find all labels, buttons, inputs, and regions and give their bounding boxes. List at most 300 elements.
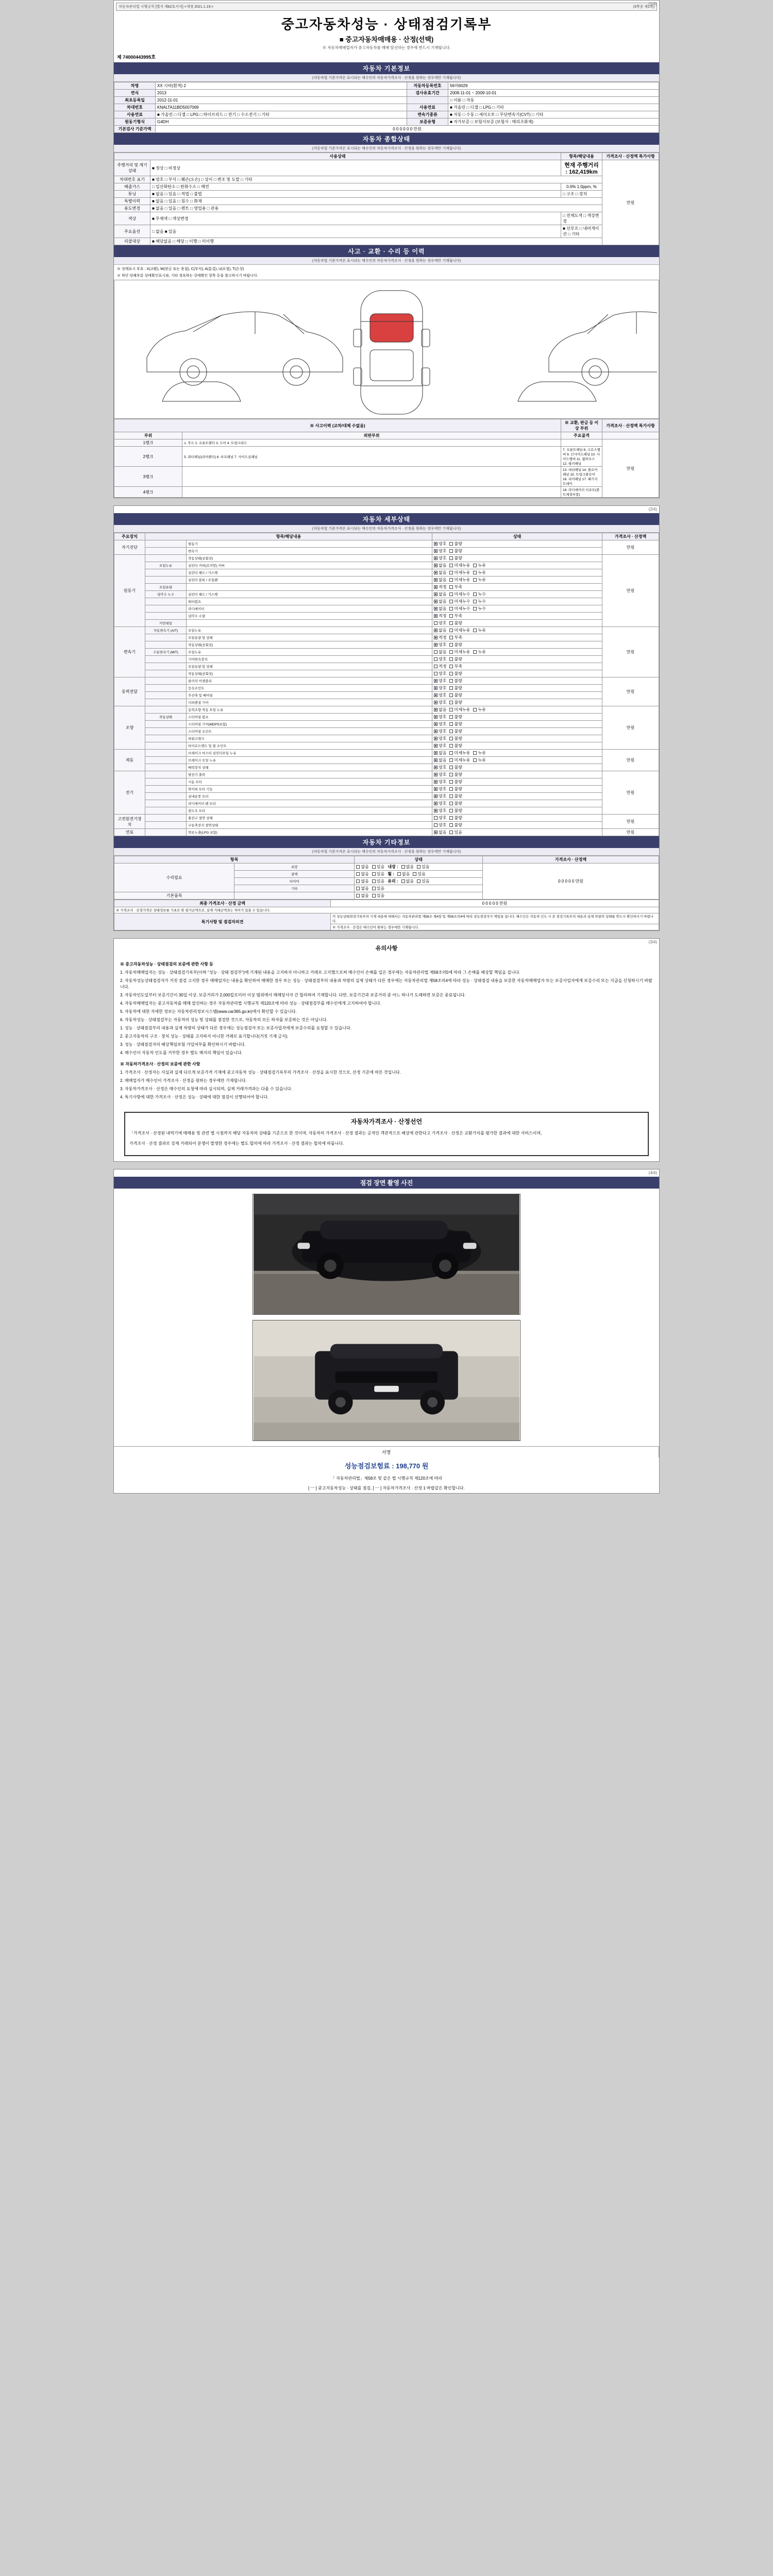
checkbox-icon[interactable] (372, 865, 376, 869)
checkbox-option[interactable] (449, 642, 462, 648)
checkbox-option[interactable] (434, 635, 446, 640)
checkbox-option[interactable] (434, 671, 446, 676)
checkbox-icon[interactable] (434, 665, 438, 668)
checkbox-option[interactable] (434, 786, 446, 792)
checkbox-checked-icon[interactable] (434, 556, 438, 560)
checkbox-option[interactable] (356, 871, 368, 877)
others-label-2: 타이어 (234, 878, 355, 885)
checkbox-option[interactable] (434, 613, 446, 619)
checkbox-option[interactable] (449, 620, 462, 626)
checkbox-option[interactable] (449, 584, 462, 590)
checkbox-icon[interactable] (413, 872, 416, 876)
checkbox-option[interactable] (449, 721, 462, 727)
checkbox-option[interactable] (449, 822, 462, 828)
checkbox-label: 누유 (478, 578, 486, 582)
checkbox-icon[interactable] (449, 773, 453, 776)
checkbox-icon[interactable] (449, 542, 453, 546)
checkbox-icon[interactable] (356, 879, 360, 883)
checkbox-icon[interactable] (449, 629, 453, 632)
checkbox-icon[interactable] (449, 592, 453, 596)
checkbox-option[interactable] (473, 577, 485, 583)
checkbox-option[interactable] (434, 555, 446, 561)
checkbox-icon[interactable] (449, 585, 453, 589)
detail-options-2-6 (432, 670, 602, 677)
checkbox-option[interactable] (434, 642, 446, 648)
checkbox-option[interactable] (434, 599, 446, 604)
checkbox-icon[interactable] (449, 787, 453, 791)
checkbox-option[interactable] (434, 750, 446, 756)
checkbox-option[interactable] (417, 864, 429, 870)
checkbox-option[interactable] (434, 779, 446, 785)
checkbox-icon[interactable] (401, 865, 405, 869)
checkbox-option[interactable] (449, 786, 462, 792)
checkbox-option[interactable] (434, 822, 446, 828)
page-subnote: ※ 자동차매매업자가 중고자동차를 매매 알선하는 경우에 반드시 기재합니다. (322, 45, 451, 50)
checkbox-option[interactable] (449, 563, 470, 568)
table-row (114, 548, 659, 555)
table-row (114, 118, 659, 126)
checkbox-checked-icon[interactable] (434, 643, 438, 647)
checkbox-label: 있음 (376, 865, 385, 869)
checkbox-option[interactable] (372, 893, 384, 899)
checkbox-checked-icon[interactable] (434, 600, 438, 603)
checkbox-icon[interactable] (449, 556, 453, 560)
page-count: (3쪽중 제1쪽) (633, 5, 654, 9)
checkbox-option[interactable] (434, 714, 446, 720)
checkbox-icon[interactable] (449, 665, 453, 668)
checkbox-icon[interactable] (449, 722, 453, 726)
checkbox-option[interactable] (434, 685, 446, 691)
checkbox-option[interactable] (473, 707, 485, 713)
checkbox-icon[interactable] (401, 879, 405, 883)
checkbox-icon[interactable] (449, 571, 453, 574)
checkbox-icon[interactable] (473, 607, 477, 611)
checkbox-option[interactable] (434, 793, 446, 799)
others-options-4 (355, 892, 483, 900)
checkbox-checked-icon[interactable] (434, 701, 438, 704)
checkbox-icon[interactable] (449, 802, 453, 805)
basic-label-5: 원동기형식 (114, 118, 156, 126)
checkbox-checked-icon[interactable] (434, 686, 438, 690)
checkbox-option[interactable] (473, 563, 485, 568)
checkbox-icon[interactable] (473, 600, 477, 603)
checkbox-icon[interactable] (434, 621, 438, 625)
checkbox-icon[interactable] (449, 607, 453, 611)
checkbox-option[interactable] (449, 649, 470, 655)
checkbox-option[interactable] (417, 878, 429, 884)
table-row (114, 104, 659, 111)
checkbox-icon[interactable] (449, 657, 453, 661)
checkbox-option[interactable] (434, 772, 446, 777)
table-row (114, 584, 659, 591)
checkbox-option[interactable] (473, 649, 485, 655)
checkbox-option[interactable] (449, 700, 462, 705)
checkbox-option[interactable] (449, 613, 462, 619)
checkbox-option[interactable] (449, 541, 462, 547)
checkbox-icon[interactable] (449, 730, 453, 733)
checkbox-icon[interactable] (434, 672, 438, 675)
checkbox-checked-icon[interactable] (434, 693, 438, 697)
checkbox-label: 불량 (454, 642, 462, 647)
checkbox-icon[interactable] (473, 650, 477, 654)
checkbox-icon[interactable] (449, 715, 453, 719)
parts-col-2: 주요골격 (561, 432, 602, 439)
checkbox-option[interactable] (449, 678, 462, 684)
checkbox-icon[interactable] (473, 629, 477, 632)
detail-options-5-1 (432, 757, 602, 764)
detail-item-6-2: 와이퍼 모터 기능 (187, 786, 432, 793)
checkbox-checked-icon[interactable] (434, 679, 438, 683)
checkbox-checked-icon[interactable] (434, 549, 438, 553)
basic-label-2: 최초등록일 (114, 97, 156, 104)
checkbox-option[interactable] (434, 541, 446, 547)
checkbox-icon[interactable] (449, 794, 453, 798)
checkbox-icon[interactable] (449, 737, 453, 740)
checkbox-checked-icon[interactable] (434, 809, 438, 812)
checkbox-option[interactable] (356, 864, 368, 870)
checkbox-checked-icon[interactable] (434, 636, 438, 639)
checkbox-option[interactable] (449, 815, 462, 821)
checkbox-option[interactable] (434, 757, 446, 763)
table-row (114, 670, 659, 677)
checkbox-option[interactable] (356, 878, 368, 884)
checkbox-option[interactable] (434, 591, 446, 597)
checkbox-icon[interactable] (449, 686, 453, 690)
checkbox-icon[interactable] (356, 865, 360, 869)
checkbox-option[interactable] (434, 815, 446, 821)
checkbox-option[interactable] (434, 743, 446, 749)
detail-price-3: 만원 (602, 677, 659, 706)
checkbox-option[interactable] (473, 750, 485, 756)
detail-sub-1-4: 오일유량 (145, 584, 187, 591)
checkbox-option[interactable] (434, 808, 446, 814)
checkbox-option[interactable] (434, 692, 446, 698)
checkbox-icon[interactable] (449, 549, 453, 553)
detail-item-6-0: 발전기 출력 (187, 771, 432, 778)
table-row (114, 913, 659, 924)
checkbox-checked-icon[interactable] (434, 831, 438, 834)
checkbox-icon[interactable] (449, 701, 453, 704)
checkbox-option[interactable] (397, 871, 410, 877)
checkbox-option[interactable] (449, 591, 470, 597)
checkbox-icon[interactable] (434, 816, 438, 820)
checkbox-option[interactable] (434, 700, 446, 705)
checkbox-checked-icon[interactable] (434, 737, 438, 740)
checkbox-checked-icon[interactable] (434, 773, 438, 776)
checkbox-option[interactable] (473, 599, 485, 604)
basic-value2-1: 2008-11-01 ~ 2009-10-01 (448, 90, 659, 97)
checkbox-icon[interactable] (449, 614, 453, 618)
checkbox-option[interactable] (449, 606, 470, 612)
detail-sub-7-0 (145, 815, 187, 822)
basic-info-table (114, 82, 659, 133)
checkbox-icon[interactable] (449, 679, 453, 683)
checkbox-option[interactable] (449, 808, 462, 814)
checkbox-icon[interactable] (473, 564, 477, 567)
checkbox-option[interactable] (434, 620, 446, 626)
checkbox-checked-icon[interactable] (434, 708, 438, 711)
checkbox-checked-icon[interactable] (434, 629, 438, 632)
checkbox-label: 불량 (454, 715, 462, 719)
checkbox-option[interactable] (356, 893, 368, 899)
checkbox-icon[interactable] (449, 780, 453, 784)
checkbox-icon[interactable] (449, 708, 453, 711)
checkbox-checked-icon[interactable] (434, 794, 438, 798)
detail-options-3-1 (432, 685, 602, 692)
checkbox-icon[interactable] (434, 823, 438, 827)
table-row (114, 863, 659, 871)
checkbox-checked-icon[interactable] (434, 766, 438, 769)
checkbox-icon[interactable] (397, 872, 401, 876)
checkbox-option[interactable] (473, 628, 485, 633)
checkbox-option[interactable] (434, 664, 446, 669)
checkbox-option[interactable] (434, 563, 446, 568)
checkbox-icon[interactable] (449, 766, 453, 769)
checkbox-icon[interactable] (372, 879, 376, 883)
checkbox-checked-icon[interactable] (434, 607, 438, 611)
detail-sub-6-5 (145, 807, 187, 815)
assessment-declaration-box (124, 1112, 649, 1156)
checkbox-option[interactable] (449, 664, 462, 669)
checkbox-label: 불량 (454, 549, 462, 553)
checkbox-option[interactable] (473, 570, 485, 575)
others-options-0 (355, 863, 483, 871)
checkbox-icon[interactable] (473, 758, 477, 762)
checkbox-option[interactable] (434, 829, 446, 835)
checkbox-icon[interactable] (372, 872, 376, 876)
checkbox-option[interactable] (449, 577, 470, 583)
checkbox-icon[interactable] (449, 636, 453, 639)
checkbox-label: 있음 (376, 879, 385, 884)
checkbox-option[interactable] (434, 765, 446, 770)
checkbox-checked-icon[interactable] (434, 751, 438, 755)
checkbox-icon[interactable] (356, 887, 360, 890)
checkbox-option[interactable] (434, 801, 446, 806)
checkbox-icon[interactable] (434, 657, 438, 661)
checkbox-checked-icon[interactable] (434, 758, 438, 762)
checkbox-option[interactable] (449, 548, 462, 554)
basic-value-2: 2012-11-01 (156, 97, 407, 104)
checkbox-icon[interactable] (449, 816, 453, 820)
checkbox-icon[interactable] (434, 650, 438, 654)
table-row (114, 685, 659, 692)
checkbox-option[interactable] (356, 886, 368, 891)
detail-sub-7-1 (145, 822, 187, 829)
detail-options-1-7 (432, 605, 602, 613)
checkbox-label: 미세누수 (454, 606, 470, 611)
checkbox-option[interactable] (434, 736, 446, 741)
checkbox-option[interactable] (372, 878, 384, 884)
checkbox-option[interactable] (449, 692, 462, 698)
checkbox-option[interactable] (473, 606, 485, 612)
checkbox-icon[interactable] (417, 879, 421, 883)
checkbox-label: 양호 (439, 686, 447, 690)
table-row (114, 447, 659, 467)
checkbox-icon[interactable] (449, 564, 453, 567)
checkbox-option[interactable] (449, 779, 462, 785)
checkbox-icon[interactable] (473, 708, 477, 711)
checkbox-option[interactable] (449, 736, 462, 741)
checkbox-option[interactable] (434, 628, 446, 633)
checkbox-option[interactable] (449, 793, 462, 799)
checkbox-icon[interactable] (449, 823, 453, 827)
checkbox-option[interactable] (449, 635, 462, 640)
checkbox-icon[interactable] (449, 809, 453, 812)
checkbox-checked-icon[interactable] (434, 614, 438, 618)
checkbox-option[interactable] (449, 772, 462, 777)
detail-price-8: 만원 (602, 829, 659, 836)
checkbox-icon[interactable] (449, 650, 453, 654)
checkbox-checked-icon[interactable] (434, 578, 438, 582)
checkbox-option[interactable] (449, 685, 462, 691)
checkbox-option[interactable] (401, 878, 414, 884)
checkbox-checked-icon[interactable] (434, 744, 438, 748)
checkbox-checked-icon[interactable] (434, 564, 438, 567)
checkbox-label: 있음 (376, 886, 385, 891)
checkbox-label: 양호 (439, 556, 447, 561)
checkbox-icon[interactable] (356, 872, 360, 876)
checkbox-icon[interactable] (372, 894, 376, 897)
assessment-declaration-title: 자동차가격조사 · 산정선언 (350, 1118, 423, 1125)
notice-item-1-3: 4. 자동차매매업자는 중고자동차를 매매 알선하는 경우 자동차관리법 시행규칙 제120조에 따라 성능 · 상태점검부를 매수인에게 고지하여야 합니다. (120, 1001, 381, 1006)
table-row (114, 735, 659, 742)
checkbox-icon[interactable] (372, 887, 376, 890)
detail-price-6: 만원 (602, 771, 659, 815)
notice-body (114, 955, 659, 1107)
checkbox-icon[interactable] (449, 600, 453, 603)
checkbox-option[interactable] (434, 570, 446, 575)
checkbox-option[interactable] (449, 628, 470, 633)
checkbox-checked-icon[interactable] (434, 542, 438, 546)
checkbox-option[interactable] (449, 765, 462, 770)
checkbox-option[interactable] (449, 714, 462, 720)
detail-options-1-5 (432, 591, 602, 598)
detail-group-7: 고전원전기장치 (114, 815, 145, 829)
assessment-declaration-line-1: 가격조사 · 산정 결과로 강제 거래되어 분쟁이 발생한 경우에는 별도 합의에 따라 가격조사 · 산정 결과는 합의에 따릅니다. (129, 1141, 344, 1146)
checkbox-label: 부족 (454, 585, 462, 589)
checkbox-option[interactable] (449, 555, 462, 561)
overall-cat-7: 주요옵션 (114, 225, 150, 238)
table-row (114, 598, 659, 605)
checkbox-checked-icon[interactable] (434, 715, 438, 719)
detail-options-1-9 (432, 620, 602, 627)
checkbox-icon[interactable] (473, 592, 477, 596)
checkbox-option[interactable] (372, 871, 384, 877)
checkbox-option[interactable] (434, 584, 446, 590)
checkbox-icon[interactable] (449, 831, 453, 834)
checkbox-label: 불량 (454, 679, 462, 683)
checkbox-option[interactable] (434, 548, 446, 554)
checkbox-option[interactable] (449, 707, 470, 713)
detail-options-1-2 (432, 569, 602, 577)
checkbox-checked-icon[interactable] (434, 787, 438, 791)
checkbox-option[interactable] (449, 599, 470, 604)
checkbox-icon[interactable] (449, 751, 453, 755)
section-accident-note: (자동차법 기준가격은 표시되는 매수인의 자동차가격조사 · 산정을 원하는 경우에만 기재됩니다) (114, 257, 659, 265)
checkbox-icon[interactable] (449, 578, 453, 582)
checkbox-icon[interactable] (449, 643, 453, 647)
page-corner-3: (3/4) (648, 940, 657, 944)
checkbox-option[interactable] (434, 606, 446, 612)
checkbox-icon[interactable] (449, 621, 453, 625)
checkbox-label: 불량 (454, 736, 462, 741)
checkbox-option[interactable] (434, 577, 446, 583)
checkbox-icon[interactable] (449, 758, 453, 762)
table-row (114, 692, 659, 699)
checkbox-option[interactable] (449, 750, 470, 756)
detail-table (114, 533, 659, 836)
checkbox-label: 양호 (439, 779, 447, 784)
checkbox-option[interactable] (434, 678, 446, 684)
checkbox-option[interactable] (413, 871, 425, 877)
notice-item-2-1: 2. 중고자동차의 구조 · 장치 성능 · 상태를 고지하지 아니한 거래로 표기합니다(거짓 기재 금지). (120, 1034, 289, 1039)
notice-item-2-3: 4. 매수인이 자동차 인도를 거부한 경우 별도 해지의 책임이 있습니다. (120, 1050, 243, 1055)
checkbox-option[interactable] (449, 570, 470, 575)
checkbox-checked-icon[interactable] (434, 802, 438, 805)
checkbox-option[interactable] (434, 649, 446, 655)
checkbox-label: 적정 (439, 585, 447, 589)
checkbox-checked-icon[interactable] (434, 730, 438, 733)
detail-sub-2-0: 자동변속기 (A/T) (145, 627, 187, 634)
checkbox-icon[interactable] (473, 578, 477, 582)
checkbox-option[interactable] (372, 864, 384, 870)
checkbox-label: 양호 (439, 765, 447, 770)
car-damage-diagram (114, 280, 659, 419)
accident-frame-2: 13. 대쉬패널 14. 플로어패널 15. 트렁크플로어 16. 리어패널 17. 패키지트레이 (561, 467, 602, 487)
checkbox-icon[interactable] (449, 693, 453, 697)
detail-options-1-3 (432, 577, 602, 584)
others-table-body (114, 863, 659, 900)
others-col-1: 상태 (355, 856, 483, 863)
table-row (114, 97, 659, 104)
overall-cat-0: 주행거리 및 계기상태 (114, 160, 150, 176)
checkbox-icon[interactable] (473, 571, 477, 574)
checkbox-option[interactable] (449, 728, 462, 734)
accident-rank-1: 2랭크 (114, 447, 182, 467)
checkbox-icon[interactable] (449, 672, 453, 675)
checkbox-icon[interactable] (356, 894, 360, 897)
table-row (114, 634, 659, 641)
checkbox-checked-icon[interactable] (434, 780, 438, 784)
checkbox-option[interactable] (434, 707, 446, 713)
checkbox-option[interactable] (434, 656, 446, 662)
checkbox-option[interactable] (434, 728, 446, 734)
checkbox-option[interactable] (449, 743, 462, 749)
checkbox-option[interactable] (434, 721, 446, 727)
detail-sub-3-2 (145, 692, 187, 699)
page-corner-1: (1/4) (648, 2, 657, 6)
checkbox-icon[interactable] (449, 744, 453, 748)
checkbox-option[interactable] (449, 757, 470, 763)
detail-options-1-6 (432, 598, 602, 605)
overall-table (114, 152, 659, 245)
checkbox-option[interactable] (449, 829, 462, 835)
checkbox-option[interactable] (449, 656, 462, 662)
checkbox-option[interactable] (372, 886, 384, 891)
checkbox-checked-icon[interactable] (434, 722, 438, 726)
checkbox-option[interactable] (449, 801, 462, 806)
checkbox-checked-icon[interactable] (434, 592, 438, 596)
checkbox-checked-icon[interactable] (434, 585, 438, 589)
checkbox-icon[interactable] (417, 865, 421, 869)
checkbox-checked-icon[interactable] (434, 571, 438, 574)
checkbox-label: 불량 (454, 686, 462, 690)
checkbox-option[interactable] (473, 591, 485, 597)
checkbox-option[interactable] (449, 671, 462, 676)
checkbox-option[interactable] (473, 757, 485, 763)
checkbox-option[interactable] (401, 864, 414, 870)
checkbox-icon[interactable] (473, 751, 477, 755)
